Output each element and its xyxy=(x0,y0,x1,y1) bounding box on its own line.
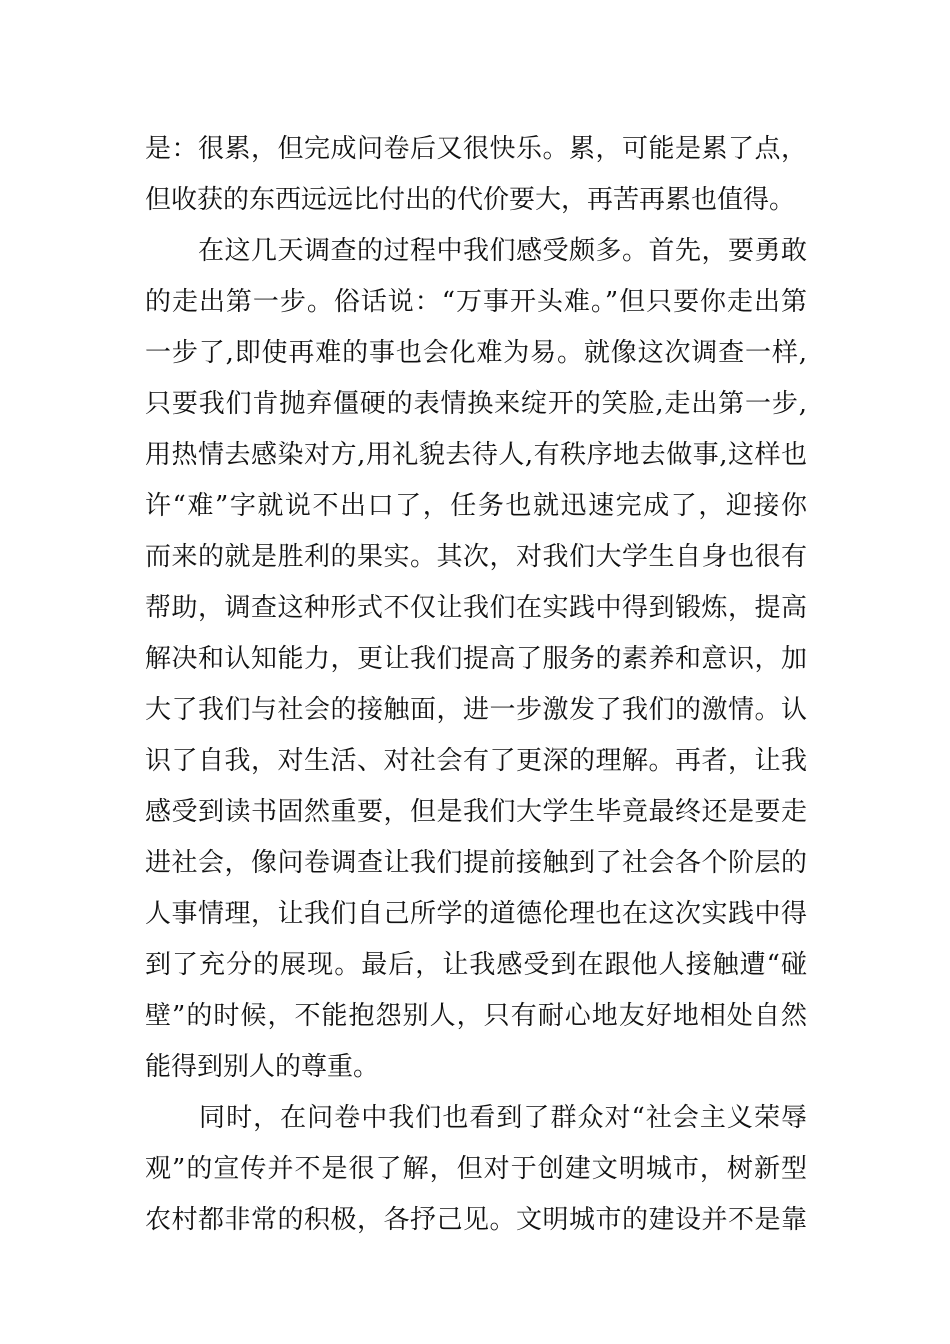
text-line: 而来的就是胜利的果实。其次，对我们大学生自身也很有 xyxy=(145,542,807,572)
text-line: 用热情去感染对方,用礼貌去待人,有秩序地去做事,这样也 xyxy=(145,440,807,470)
text-line: 解决和认知能力，更让我们提高了服务的素养和意识，加 xyxy=(145,644,807,674)
text-line: 农村都非常的积极，各抒己见。文明城市的建设并不是靠 xyxy=(145,1205,807,1235)
text-line: 感受到读书固然重要，但是我们大学生毕竟最终还是要走 xyxy=(145,797,807,827)
text-line: 人事情理，让我们自己所学的道德伦理也在这次实践中得 xyxy=(145,899,807,929)
text-line: 到了充分的展现。最后，让我感受到在跟他人接触遭“碰 xyxy=(145,950,807,980)
text-line: 进社会，像问卷调查让我们提前接触到了社会各个阶层的 xyxy=(145,848,807,878)
text-line: 在这几天调查的过程中我们感受颇多。首先，要勇敢 xyxy=(145,236,807,266)
text-line: 帮助，调查这种形式不仅让我们在实践中得到锻炼，提高 xyxy=(145,593,807,623)
text-line: 许“难”字就说不出口了，任务也就迅速完成了，迎接你 xyxy=(145,491,807,521)
text-line: 的走出第一步。俗话说：“万事开头难。”但只要你走出第 xyxy=(145,287,807,317)
text-line: 只要我们肯抛弃僵硬的表情换来绽开的笑脸,走出第一步, xyxy=(145,389,807,419)
text-line: 但收获的东西远远比付出的代价要大，再苦再累也值得。 xyxy=(145,185,796,215)
text-line: 一步了,即使再难的事也会化难为易。就像这次调查一样, xyxy=(145,338,807,368)
text-line: 大了我们与社会的接触面，进一步激发了我们的激情。认 xyxy=(145,695,807,725)
text-line: 同时，在问卷中我们也看到了群众对“社会主义荣辱 xyxy=(145,1103,807,1133)
text-line: 能得到别人的尊重。 xyxy=(145,1052,380,1082)
body-text xyxy=(145,124,807,1246)
text-line: 识了自我，对生活、对社会有了更深的理解。再者，让我 xyxy=(145,746,807,776)
text-line: 壁”的时候，不能抱怨别人，只有耐心地友好地相处自然 xyxy=(145,1001,807,1031)
text-line: 观”的宣传并不是很了解，但对于创建文明城市，树新型 xyxy=(145,1154,807,1184)
text-line: 是：很累，但完成问卷后又很快乐。累，可能是累了点， xyxy=(145,134,807,164)
